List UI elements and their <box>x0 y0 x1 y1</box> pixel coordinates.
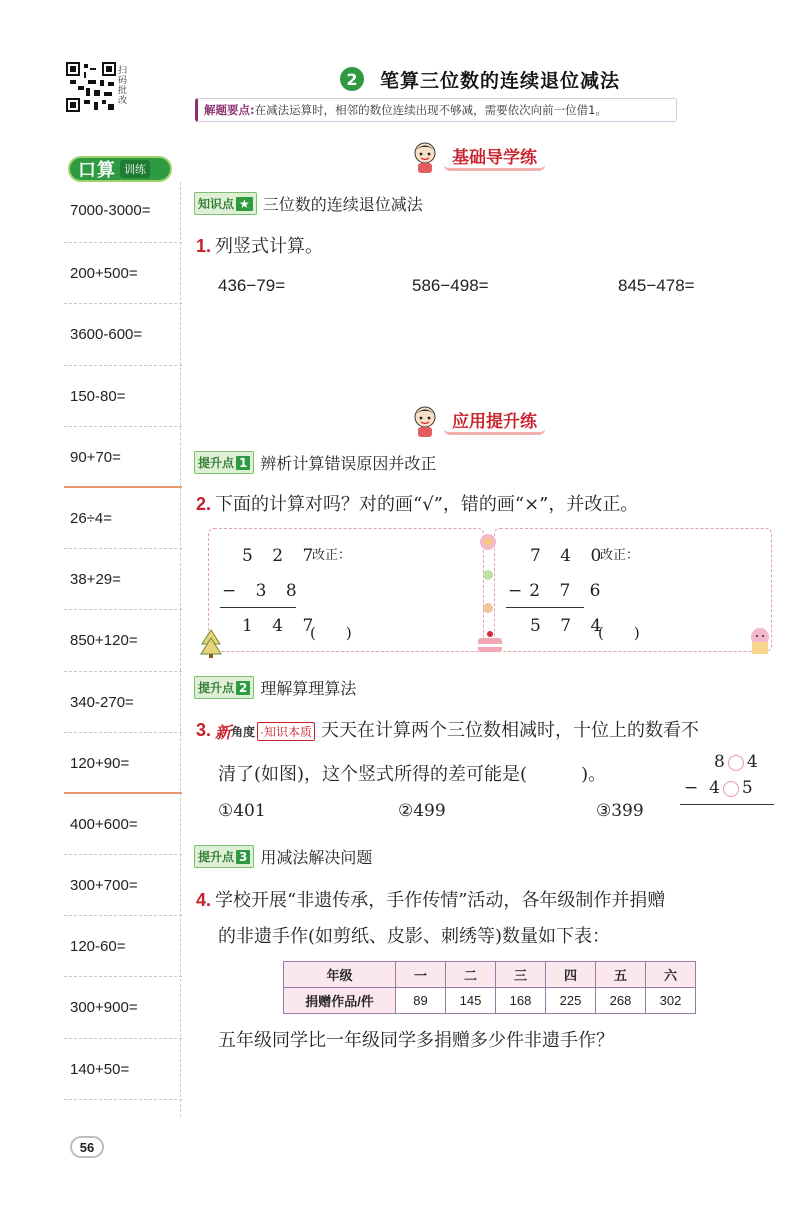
table-cell: 一 <box>396 962 446 988</box>
oral-item: 140+50= <box>64 1039 182 1100</box>
tree-icon <box>200 628 222 658</box>
calc1-subtrahend: − 3 8 <box>222 581 304 601</box>
oral-training-header <box>64 152 182 186</box>
table-cell: 145 <box>446 988 496 1014</box>
oral-item: 38+29= <box>64 549 182 610</box>
oral-item: 340-270= <box>64 672 182 733</box>
knowledge-point-tag <box>194 192 257 215</box>
improvement-point-1 <box>194 451 436 474</box>
knowledge-point <box>194 192 423 215</box>
question-4-line2: 的非遗手作(如剪纸、皮影、刺绣等)数量如下表： <box>218 926 611 947</box>
question-text: 列竖式计算。 <box>215 236 324 257</box>
oral-item: 150-80= <box>64 366 182 427</box>
knowledge-point-text: 三位数的连续退位减法 <box>262 195 423 214</box>
question-4 <box>196 886 665 912</box>
answer-paren[interactable]: ( ) <box>598 624 640 642</box>
oral-item: 26÷4= <box>64 488 182 549</box>
choice-1[interactable]: ①401 <box>218 801 266 821</box>
oral-item: 90+70= <box>64 427 182 488</box>
oral-item: 200+500= <box>64 243 182 304</box>
choice-2[interactable]: ②499 <box>398 801 446 821</box>
new-angle-tag <box>215 720 315 743</box>
section-title-basic: 基础导学练 <box>444 143 545 171</box>
flower-icon <box>476 530 500 620</box>
student-mascot-icon <box>410 404 440 438</box>
expression-2: 586−498= <box>412 276 489 295</box>
column-divider <box>180 182 181 1117</box>
oral-badge-subtitle: 训练 <box>120 160 150 178</box>
new-tag-essence: ·知识本质 <box>257 722 315 741</box>
solving-tip <box>195 98 677 122</box>
improvement-point-text: 辨析计算错误原因并改正 <box>260 454 437 473</box>
mini-calc-bottom <box>684 778 753 798</box>
calc2-result: 5 7 4 <box>530 616 609 636</box>
question-number: 2. <box>196 494 212 514</box>
calc2-subtrahend: −2 7 6 <box>508 581 608 601</box>
improvement-point-2 <box>194 676 356 699</box>
tip-label: 解题要点: <box>204 103 255 117</box>
oral-badge <box>68 156 172 182</box>
oral-list <box>64 182 182 1100</box>
table-cell: 五 <box>596 962 646 988</box>
improvement-point-tag <box>194 451 254 474</box>
mini-calc-top <box>714 752 758 772</box>
oral-item: 300+700= <box>64 855 182 916</box>
question-text: 下面的计算对吗？对的画“√”，错的画“×”，并改正。 <box>215 494 639 515</box>
calc2-top: 7 4 0 <box>530 546 609 566</box>
table-header-cell: 年级 <box>284 962 396 988</box>
improvement-point-number: 1 <box>236 456 250 470</box>
question-number: 1. <box>196 236 212 256</box>
cake-icon <box>474 624 506 656</box>
table-row <box>284 988 696 1014</box>
tip-text: 在减法运算时，相邻的数位连续出现不够减，需要依次向前一位借1。 <box>254 103 607 117</box>
oral-item: 120-60= <box>64 916 182 977</box>
question-number: 3. <box>196 720 212 740</box>
table-cell: 168 <box>496 988 546 1014</box>
knowledge-point-label: 知识点 <box>198 197 235 211</box>
table-header-cell: 捐赠作品/件 <box>284 988 396 1014</box>
question-text-line1: 天天在计算两个三位数相减时，十位上的数看不 <box>321 720 700 741</box>
improvement-point-tag <box>194 676 254 699</box>
question-number: 4. <box>196 890 212 910</box>
correction-label: 改正： <box>312 548 352 563</box>
table-cell: 302 <box>646 988 696 1014</box>
new-tag-angle: 角度 <box>231 724 256 739</box>
section-banner-advanced <box>410 404 545 438</box>
oral-badge-title: 口算 <box>78 160 116 181</box>
table-cell: 六 <box>646 962 696 988</box>
table-cell: 二 <box>446 962 496 988</box>
improvement-point-label: 提升点 <box>198 456 235 470</box>
blank-circle-icon <box>728 755 744 771</box>
section-title-advanced: 应用提升练 <box>444 407 545 435</box>
improvement-point-label: 提升点 <box>198 850 235 864</box>
lesson-title: 笔算三位数的连续退位减法 <box>380 69 621 92</box>
correction-label: 改正： <box>600 548 640 563</box>
calc1-result: 1 4 7 <box>242 616 321 636</box>
choice-3[interactable]: ③399 <box>596 801 644 821</box>
question-2 <box>196 490 638 516</box>
improvement-point-text: 理解算理算法 <box>260 679 357 698</box>
lesson-number-badge: 2 <box>340 67 364 91</box>
improvement-point-number: 2 <box>236 681 250 695</box>
improvement-point-number: 3 <box>236 850 250 864</box>
mini-digit: 5 <box>741 778 753 798</box>
qr-code <box>66 62 116 112</box>
question-3-line2: 清了(如图)，这个竖式所得的差可能是( )。 <box>218 764 607 785</box>
table-cell: 225 <box>546 988 596 1014</box>
new-tag-char: 新 <box>215 724 232 742</box>
expression-1: 436−79= <box>218 276 286 295</box>
mini-digit: 8 <box>714 752 725 772</box>
cupcake-icon <box>748 626 772 656</box>
oral-item: 7000-3000= <box>64 182 182 243</box>
table-cell: 四 <box>546 962 596 988</box>
blank-circle-icon <box>723 781 739 797</box>
oral-item: 400+600= <box>64 794 182 855</box>
qr-note: 扫码批改 <box>118 66 128 106</box>
table-cell: 268 <box>596 988 646 1014</box>
section-banner-basic <box>410 140 545 174</box>
improvement-point-label: 提升点 <box>198 681 235 695</box>
question-1 <box>196 232 323 258</box>
mini-digit: 4 <box>709 778 720 798</box>
page-number: 56 <box>70 1136 104 1158</box>
page-title <box>340 64 620 94</box>
improvement-point-text: 用减法解决问题 <box>260 848 373 867</box>
oral-item: 850+120= <box>64 610 182 671</box>
star-icon: ★ <box>236 197 253 211</box>
mini-calc-line <box>680 804 774 805</box>
calc1-top: 5 2 7 <box>242 546 321 566</box>
oral-item: 300+900= <box>64 977 182 1038</box>
minus-sign: − <box>684 778 699 798</box>
mini-digit: 4 <box>746 752 758 772</box>
table-row <box>284 962 696 988</box>
improvement-point-tag <box>194 845 254 868</box>
question-4-ask: 五年级同学比一年级同学多捐赠多少件非遗手作？ <box>218 1030 614 1051</box>
table-cell: 三 <box>496 962 546 988</box>
student-mascot-icon <box>410 140 440 174</box>
expression-3: 845−478= <box>618 276 695 295</box>
oral-item: 3600-600= <box>64 304 182 365</box>
improvement-point-3 <box>194 845 372 868</box>
table-cell: 89 <box>396 988 446 1014</box>
question-3 <box>196 716 699 743</box>
calc2-line <box>506 607 584 608</box>
answer-paren[interactable]: ( ) <box>310 624 352 642</box>
oral-item: 120+90= <box>64 733 182 794</box>
donation-table <box>283 961 696 1014</box>
calc1-line <box>220 607 296 608</box>
question-text-line1: 学校开展“非遗传承，手作传情”活动，各年级制作并捐赠 <box>215 890 666 911</box>
